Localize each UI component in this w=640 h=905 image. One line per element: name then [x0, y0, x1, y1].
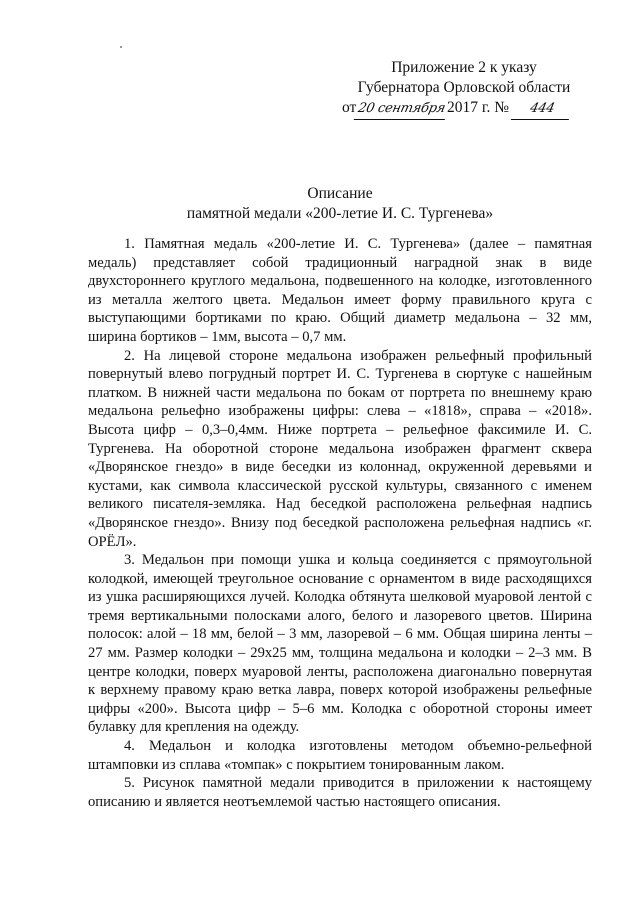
title-line-2: памятной медали «200-летие И. С. Тургенева» — [186, 205, 494, 222]
annex-date-line — [330, 98, 598, 120]
date-suffix: 2017 г. № — [447, 99, 510, 116]
handwritten-date: 20 сентября — [354, 99, 449, 120]
annex-line-2: Губернатора Орловской области — [357, 79, 571, 96]
document-title — [90, 184, 590, 224]
document-body — [88, 235, 592, 811]
annex-line-1: Приложение 2 к указу — [391, 59, 537, 76]
title-line-1: Описание — [307, 185, 373, 202]
annex-header — [330, 58, 598, 120]
paragraph-5: 5. Рисунок памятной медали приводится в приложении к настоящему описанию и является неотъемлемой частью настоящего описания. — [88, 775, 592, 810]
date-prefix: от — [342, 99, 357, 116]
handwritten-number: 444 — [511, 99, 573, 120]
paragraph-2: 2. На лицевой стороне медальона изображен рельефный профильный повернутый влево погрудный портрет И. С. Тургенева в сюртуке с нашейным платком. В нижней части медальона по бокам от портрета по внешнему краю медальона рельефно изображены цифры: слева – «1818», справа – «2018». Высота цифр – 0,3–0,4мм. Ниже портрета – рельефное факсимиле И. С. Тургенева. На оборотной стороне медальона изображен фрагмент сквера «Дворянское гнездо» в виде беседки из колоннад, окруженной деревьями и кустами, как символа классической русской культуры, связанного с именем великого писателя-земляка. Над беседкой расположена рельефная надпись «Дворянское гнездо». Внизу под беседкой расположена рельефная надпись «г. ОРЁЛ». — [88, 347, 592, 550]
paragraph-4: 4. Медальон и колодка изготовлены методом объемно-рельефной штамповки из сплава «томпак» с покрытием тонированным лаком. — [88, 738, 592, 773]
paragraph-1: 1. Памятная медаль «200-летие И. С. Тургенева» (далее – памятная медаль) представляет собой традиционный наградной знак в виде двухстороннего круглого медальона, подвешенного на колодке, изготовленного из металла желтого цвета. Медальон имеет форму правильного круга с выступающими бортиками по краю. Общий диаметр медальона – 32 мм, ширина бортиков – 1мм, высота – 0,7 мм. — [88, 236, 592, 345]
scan-speck — [120, 46, 122, 48]
paragraph-3: 3. Медальон при помощи ушка и кольца соединяется с прямоугольной колодкой, имеющей треугольное основание с орнаментом в виде расходящихся из ушка расширяющихся лучей. Колодка обтянута шелковой муаровой лентой с тремя вертикальными полосками алого, белого и лазоревого цветов. Ширина полосок: алой – 18 мм, белой – 3 мм, лазоревой – 6 мм. Общая ширина ленты – 27 мм. Размер колодки – 29х25 мм, толщина медальона и колодки – 2–3 мм. В центре колодки, поверх муаровой ленты, расположена диагонально повернутая к верхнему правому краю ветка лавра, поверх которой изображены рельефные цифры «200». Высота цифр – 5–6 мм. Колодка с оборотной стороны имеет булавку для крепления на одежду. — [88, 552, 592, 736]
